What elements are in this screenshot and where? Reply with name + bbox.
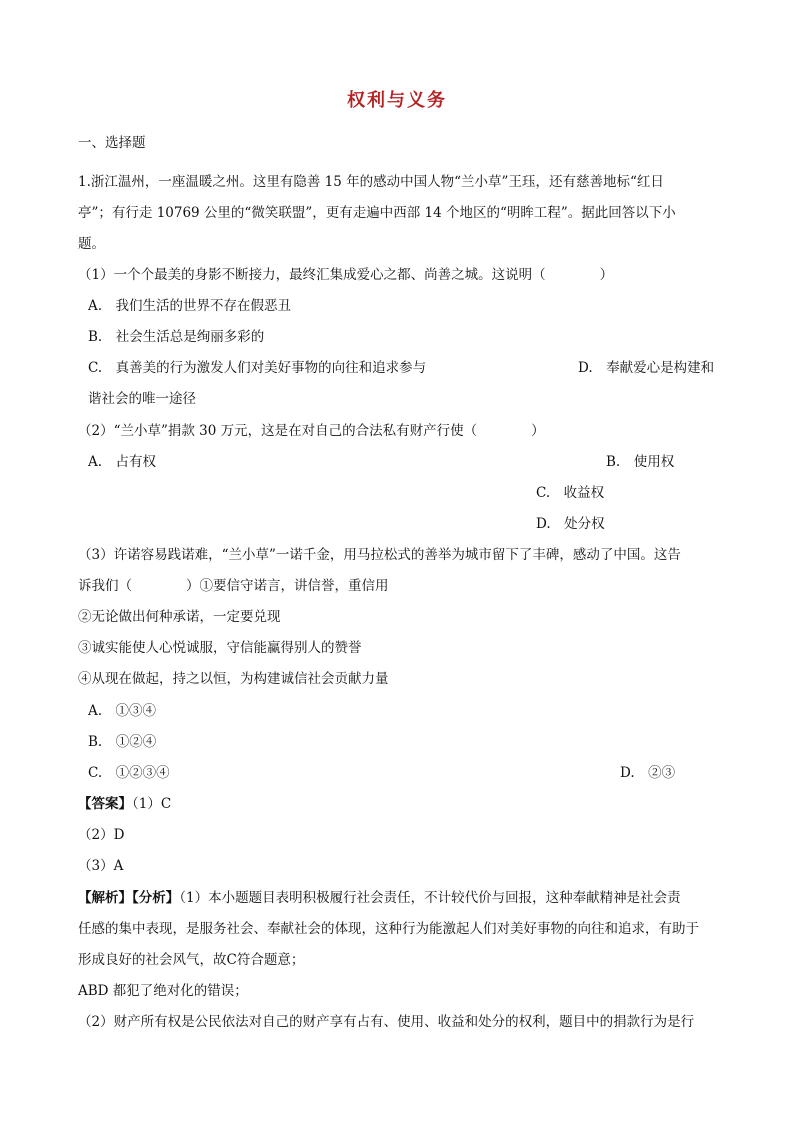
sub-question-3: （3）许诺容易践诺难，“兰小草”一诺千金，用马拉松式的善举为城市留下了丰碑，感动了中国。这告 [78,547,681,563]
question-stem-line: 亭”；有行走 10769 公里的“微笑联盟”，更有走遍中西部 14 个地区的“明眸工程”。据此回答以下小 [78,205,676,221]
sub-question-1: （1）一个个最美的身影不断接力，最终汇集成爱心之都、尚善之城。这说明（ ） [78,267,614,283]
option-c: C. 收益权 [536,485,605,501]
statement-item: ③诚实能使人心悦诚服，守信能赢得别人的赞誉 [78,640,362,656]
analysis-text: 任感的集中表现，是服务社会、奉献社会的体现，这种行为能激起人们对美好事物的向往和追求，有助于 [78,921,699,937]
option-b: B. 社会生活总是绚丽多彩的 [88,329,265,345]
option-d-continued: 谐社会的唯一途径 [88,391,196,407]
option-a: A. 占有权 [88,454,157,470]
doc-title: 权利与义务 [347,90,447,111]
option-a: A. ①③④ [88,703,157,719]
option-c: C. ①②③④ [88,765,170,781]
answer-item: （3）A [78,858,124,874]
option-c: C. 真善美的行为激发人们对美好事物的向往和追求参与 [88,360,427,376]
statement-item: ④从现在做起，持之以恒，为构建诚信社会贡献力量 [78,671,389,687]
option-d: D. 处分权 [536,516,605,532]
analysis-text: ABD 都犯了绝对化的错误； [78,983,248,999]
answer-item: （1）C [132,796,172,812]
answer-item: （2）D [78,827,125,843]
option-b: B. ①②④ [88,734,157,750]
option-b: B. 使用权 [606,454,675,470]
question-stem-line: 题。 [78,236,105,252]
analysis-text: （2）财产所有权是公民依法对自己的财产享有占有、使用、收益和处分的权利，题目中的捐款行为是行 [78,1014,695,1030]
answer-line [78,794,171,814]
analysis-text: 形成良好的社会风气，故C符合题意； [78,952,305,968]
answer-label: 【答案】 [78,796,132,812]
analysis-label: 【解析】【分析】 [78,890,180,906]
sub-question-3: 诉我们（ ）①要信守诺言，讲信誉，重信用 [78,578,389,594]
statement-item: ②无论做出何种承诺，一定要兑现 [78,609,281,625]
analysis-text: （1）本小题题目表明积极履行社会责任，不计较代价与回报，这种奉献精神是社会责 [179,890,681,906]
section-heading: 一、选择题 [78,135,146,151]
question-stem-line: 1.浙江温州，一座温暖之州。这里有隐善 15 年的感动中国人物“兰小草”王珏，还有慈善地标“红日 [78,174,664,190]
option-d: D. ②③ [620,765,676,781]
analysis-line [78,888,681,908]
sub-question-2: （2）“兰小草”捐款 30 万元，这是在对自己的合法私有财产行使（ ） [78,423,545,439]
option-a: A. 我们生活的世界不存在假恶丑 [88,298,292,314]
option-d: D. 奉献爱心是构建和 [578,360,715,376]
